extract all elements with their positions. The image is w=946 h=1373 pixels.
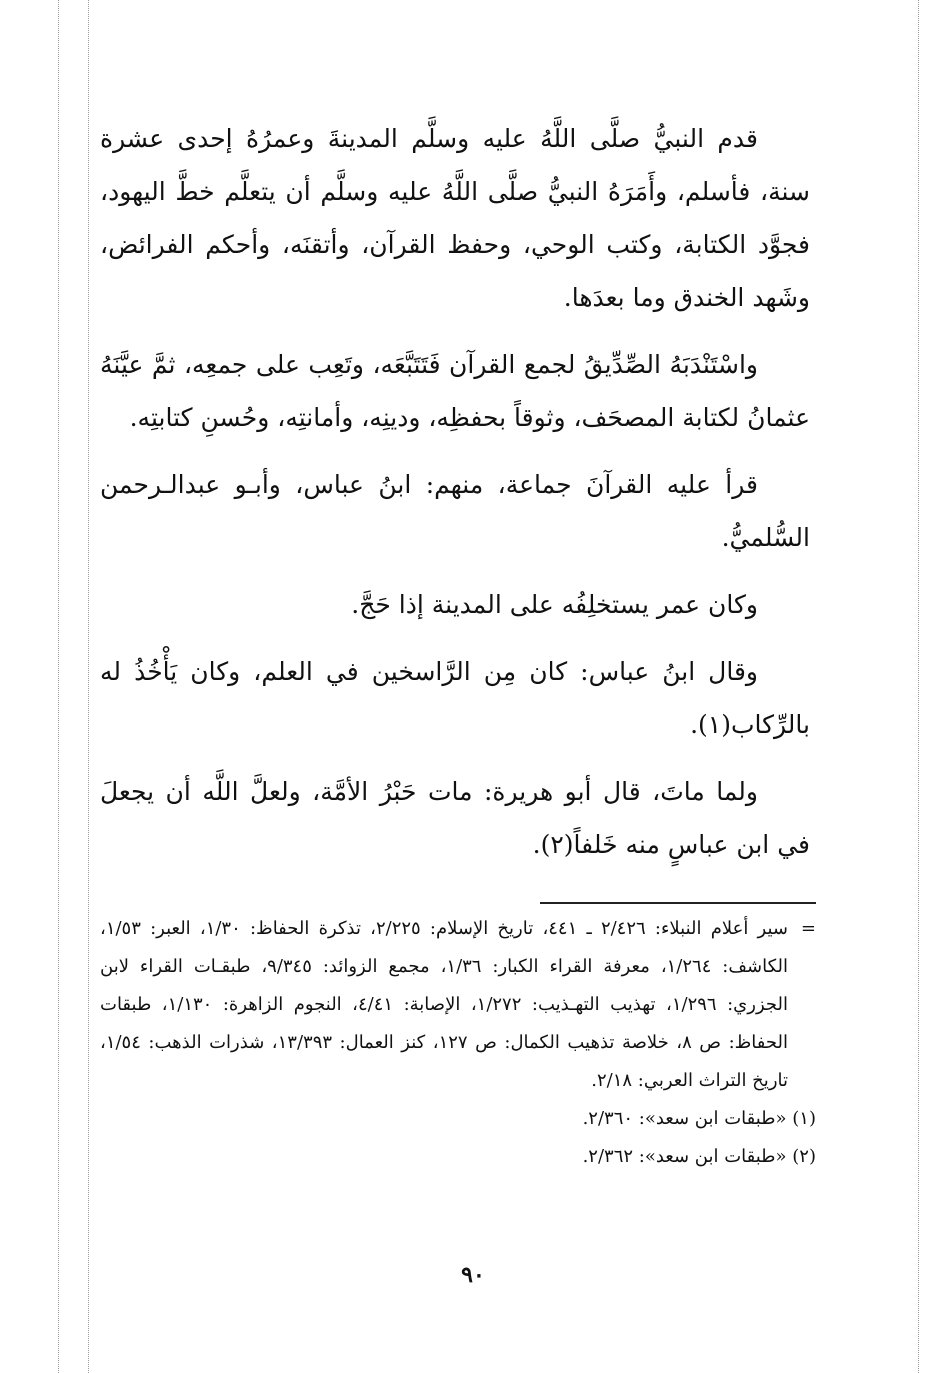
- footnote-2-text: «طبقات ابن سعد»: ٢/٣٦٢.: [582, 1146, 787, 1167]
- scan-margin-line-left-outer: [58, 0, 59, 1373]
- paragraph-1: قدم النبيُّ صلَّى اللَّهُ عليه وسلَّم المدينةَ وعمرُهُ إحدى عشرة سنة، فأسلم، وأَمَرَهُ النبيُّ صلَّى اللَّهُ عليه وسلَّم أن يتعلَّم خطَّ اليهود، فجوَّد الكتابة، وكتب الوحي، وحفظ القرآن، وأتقنَه، وأحكم الفرائض، وشَهد الخندق وما بعدَها.: [100, 124, 810, 312]
- scan-margin-line-right: [918, 0, 919, 1373]
- page-number: ٩٠: [461, 1262, 485, 1288]
- scan-margin-line-left: [88, 0, 89, 1373]
- footnote-1-text: «طبقات ابن سعد»: ٢/٣٦٠.: [582, 1108, 787, 1129]
- footnote-2: [100, 1138, 816, 1176]
- paragraph-6: ولما ماتَ، قال أبو هريرة: مات حَبْرُ الأمَّة، ولعلَّ اللَّه أن يجعلَ في ابن عباسٍ منه خَلفاً(٢).: [100, 777, 810, 859]
- footnote-2-marker: (٢): [792, 1146, 816, 1167]
- paragraph-3: قرأ عليه القرآنَ جماعة، منهم: ابنُ عباس، وأبـو عبدالـرحمن السُّلميُّ.: [100, 470, 810, 552]
- paragraph-5: وقال ابنُ عباس: كان مِن الرَّاسخين في العلم، وكان يَأْخُذُ له بالرِّكاب(١).: [100, 657, 810, 739]
- footnote-continuation-text: سير أعلام النبلاء: ٢/٤٢٦ ـ ٤٤١، تاريخ الإسلام: ٢/٢٢٥، تذكرة الحفاظ: ١/٣٠، العبر: ١/٥٣، الكاشف: ١/٢٦٤، معرفة القراء الكبار: ١/٣٦، مجمع الزوائد: ٩/٣٤٥، طبقـات القراء لابن الجزري: ١/٢٩٦، تهذيب التهـذيب: ١/٢٧٢، الإصابة: ٤/٤١، النجوم الزاهرة: ١/١٣٠، طبقات الحفاظ: ص ٨، خلاصة تذهيب الكمال: ص ١٢٧، كنز العمال: ١٣/٣٩٣، شذرات الذهب: ١/٥٤، تاريخ التراث العربي: ٢/١٨.: [100, 918, 789, 1091]
- main-text: [100, 112, 810, 885]
- footnote-continuation: [100, 910, 816, 1100]
- footnote-1-marker: (١): [792, 1108, 816, 1129]
- footnote-separator: [540, 902, 816, 904]
- paragraph-2: واسْتَنْدَبَهُ الصِّدِّيقُ لجمع القرآن فَتَتَبَّعَه، وتَعِب على جمعِه، ثمَّ عيَّنَهُ عثمانُ لكتابة المصحَف، وثوقاً بحفظِه، ودينِه، وأمانتِه، وحُسنِ كتابتِه.: [100, 350, 810, 432]
- footnote-continuation-marker: =: [800, 918, 816, 939]
- footnotes: [100, 910, 816, 1176]
- paragraph-4: وكان عمر يستخلِفُه على المدينة إذا حَجَّ.: [351, 590, 758, 619]
- footnote-1: [100, 1100, 816, 1138]
